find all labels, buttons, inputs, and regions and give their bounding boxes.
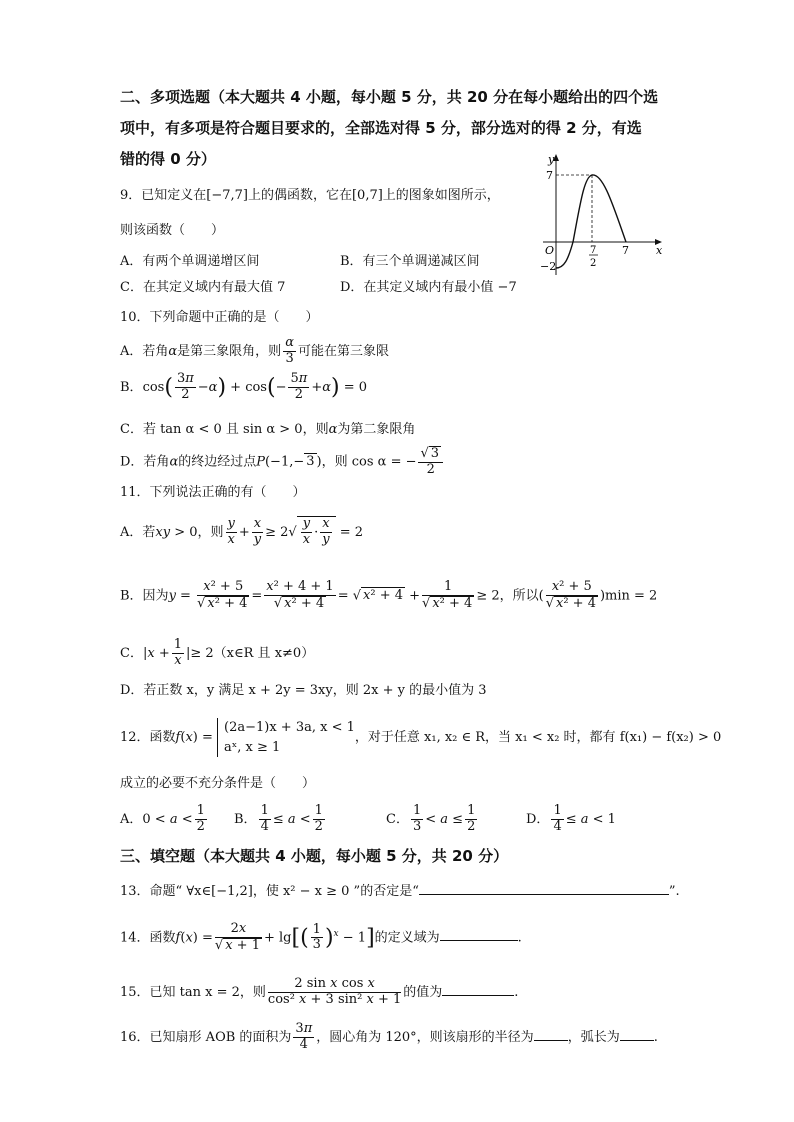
q9-option-c: C．在其定义域内有最大值 7 (120, 280, 286, 295)
q9-option-d: D．在其定义域内有最小值 −7 (340, 280, 517, 295)
q16: 16．已知扇形 AOB 的面积为 $\frac{3\pi}{4}$ ，圆心角为 120°，则该扇形的半径为 ，弧长为 . (120, 1021, 658, 1052)
q12-option-a: A．0 < a < $\frac{1}{2}$ (120, 803, 205, 834)
q9-option-a: A．有两个单调递增区间 (120, 254, 260, 269)
q11-option-c: C．|x + $\frac{1}{x}$ |≥ 2（x∈R 且 x≠0） (120, 637, 315, 668)
q16-arc-length-blank[interactable] (620, 1040, 654, 1041)
y-tick-neg2: −2 (540, 260, 557, 273)
q9-stem-line2: 则该函数（ ） (120, 223, 225, 238)
x-tick-7: 7 (622, 244, 629, 257)
x-tick-7-over-2-den: 2 (590, 258, 597, 269)
q15-answer-blank[interactable] (442, 995, 514, 996)
q16-radius-blank[interactable] (534, 1040, 568, 1041)
section3-title: 三、填空题（本大题共 4 小题，每小题 5 分，共 20 分） (120, 847, 509, 865)
q9-stem-line1: 9．已知定义在[−7,7]上的偶函数，它在[0,7]上的图象如图所示， (120, 188, 500, 203)
q12-option-d: D． $\frac{1}{4}$ ≤ a < 1 (526, 803, 616, 834)
q14-answer-blank[interactable] (440, 940, 518, 941)
origin-label: O (545, 244, 555, 257)
q12-stem-line1: 12．函数f(x) = (2a−1)x + 3a, x < 1 aˣ, x ≥ 1 ，对于任意 x₁, x₂ ∈ R，当 x₁ < x₂ 时，都有 f(x₁) − f(x₂) > 0 (120, 718, 721, 757)
q11-option-a: A．若xy > 0，则 $\frac{y}{x}$ + $\frac{x}{y}$ ≥ 2√ $\frac{y}{x}$ · $\frac{x}{y}$ = 2 (120, 516, 364, 547)
x-tick-7-over-2-num: 7 (590, 245, 597, 256)
q9-option-b: B．有三个单调递减区间 (340, 254, 480, 269)
q10-option-d: D．若角α的终边经过点P(−1,− 3 )，则 cos α = − $\frac{√ 3}{2}$ (120, 446, 445, 478)
q11-option-b: B．因为y = $\frac{\text{x² + 5}}{\text{√ x² + 4}}$ = $\frac{\text{x² + 4 + 1}}{\text{√ x² + 4}}$ = √ x² + 4 + $\frac{1}{\text{√ x² + 4}}$ ≥ 2，所以( $\frac{\text{x² + 5}}{\text{√ x² + 4}}$ )min = 2 (120, 579, 658, 611)
q12-case2: aˣ, x ≥ 1 (224, 739, 281, 755)
q11-stem: 11．下列说法正确的有（ ） (120, 485, 306, 500)
section2-title-line3: 错的得 0 分） (120, 150, 216, 168)
q15: 15．已知 tan x = 2，则 $\frac{\text{2 sin x cos x}}{\text{cos² x + 3 sin² x + 1}}$ 的值为 . (120, 976, 519, 1007)
x-axis-label: x (656, 244, 663, 257)
section2-title-line1: 二、多项选题（本大题共 4 小题，每小题 5 分，共 20 分在每小题给出的四个选 (120, 88, 659, 106)
q10-option-c: C．若 tan α < 0 且 sin α > 0，则α为第二象限角 (120, 422, 416, 437)
q13: 13．命题“ ∀x∈[−1,2]，使 x² − x ≥ 0 ”的否定是“ ”. (120, 884, 680, 899)
q12-stem-line2: 成立的必要不充分条件是（ ） (120, 776, 316, 791)
q10-stem: 10．下列命题中正确的是（ ） (120, 310, 319, 325)
q13-answer-blank[interactable] (419, 894, 669, 895)
q12-case1: (2a−1)x + 3a, x < 1 (224, 720, 355, 735)
q10-option-a: A．若角α是第三象限角，则 $\frac{\alpha}{3}$ 可能在第三象限 (120, 335, 389, 366)
q9-function-graph (528, 150, 668, 280)
q12-option-c: C． $\frac{1}{3}$ < a ≤ $\frac{1}{2}$ (386, 803, 476, 834)
y-tick-7: 7 (546, 169, 553, 182)
q14: 14．函数f(x) = $\frac{2x}{√ x + 1}$ + lg[( $\frac{1}{3}$ )$^x$ − 1]的定义域为 . (120, 921, 522, 953)
section2-title-line2: 项中，有多项是符合题目要求的，全部选对得 5 分，部分选对的得 2 分，有选 (120, 119, 642, 137)
q11-option-d: D．若正数 x，y 满足 x + 2y = 3xy，则 2x + y 的最小值为 3 (120, 683, 487, 698)
q10-option-b: B．cos( $\frac{3\pi}{2}$ −α) + cos(− $\frac{5\pi}{2}$ +α) = 0 (120, 371, 368, 402)
q12-option-b: B． $\frac{1}{4}$ ≤ a < $\frac{1}{2}$ (234, 803, 323, 834)
y-axis-label: y (548, 153, 555, 166)
